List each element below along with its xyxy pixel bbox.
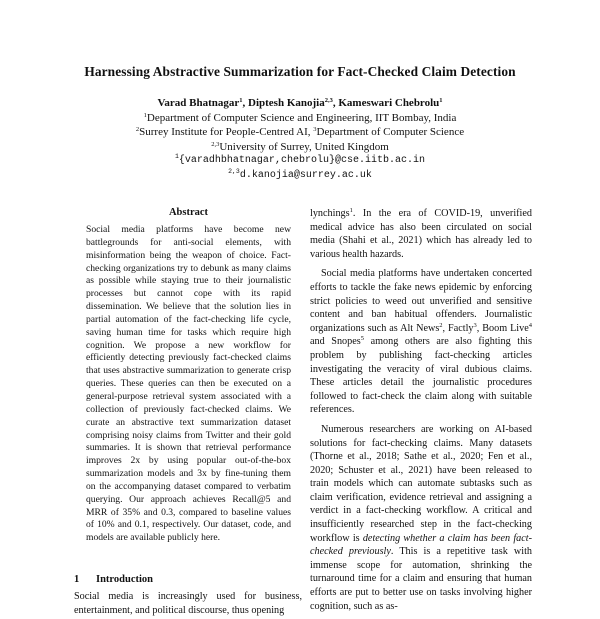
author-1: Varad Bhatnagar bbox=[157, 97, 240, 109]
right-column bbox=[310, 207, 532, 619]
paragraph-3: Numerous researchers are working on AI-based solutions for fact-checking claims. Many datasets (Thorne et al., 2018; Sathe et al., 2020; Fen et al., 2020; Schuster et al., 2021) have been released to train models which can automate subtasks such as claim verification, evidence retrieval and assigning a verdict in a fact-checking workflow. A critical and insufficiently researched step in the fact-checking workflow is detecting whether a claim has been fact-checked previously. This is a repetitive task with immense scope for automation, shrinking the turnaround time for a claim and ensuring that human efforts are put to better use on tasks involving higher cognition, such as as- bbox=[310, 423, 533, 612]
author-names: Varad Bhatnagar$^1$, Diptesh Kanojia$^{2,3}$, Kameswari Chebrolu$^1$ bbox=[157, 97, 443, 109]
section-heading-introduction bbox=[74, 574, 153, 585]
paragraph-1: lynchings$^1$. In the era of COVID-19, unverified medical advice has also been circulated on social media (Shahi et al., 2021) which has already led to various health hazards. bbox=[310, 207, 532, 260]
email-1: $^1${varadhbhatnagar,chebrolu}@cse.iitb.ac.in bbox=[175, 153, 425, 166]
author-block bbox=[0, 96, 600, 183]
introduction-body: Social media is increasingly used for business, entertainment, and political discourse, thus opening bbox=[74, 591, 302, 616]
author-3-sup: 1 bbox=[439, 97, 443, 104]
paper-title: Harnessing Abstractive Summarization for Fact-Checked Claim Detection bbox=[84, 64, 516, 79]
author-1-sup: 1 bbox=[239, 97, 243, 104]
affiliation-3: $^{2,3}$University of Surrey, United Kingdom bbox=[211, 140, 389, 153]
abstract-body: Social media platforms have become new battlegrounds for anti-social elements, with misinformation being the weapon of choice. Fact-checking organizations try to debunk as many claims as possible while staying true to their journalistic processes but cannot cope with its rapid dissemination. We believe that the solution lies in partial automation of the fact-checking life cycle, saving human time for tasks which require high cognition. We propose a new workflow for efficiently detecting previously fact-checked claims that uses abstractive summarization to generate crisp queries. These queries can then be executed on a general-purpose retrieval system associated with a collection of previously fact-checked claims. We curate an abstractive text summarization dataset comprising noisy claims from Twitter and their gold summaries. It is shown that retrieval performance improves 2x by using popular out-of-the-box summarization models and 3x by fine-tuning them on the accompanying dataset compared to verbatim querying. Our approach achieves Recall@5 and MRR of 35% and 0.3, compared to baseline values of 10% and 0.1, respectively. Our dataset, code, and models are available publicly here. bbox=[86, 224, 291, 544]
affiliation-1: $^1$Department of Computer Science and Engineering, IIT Bombay, India bbox=[143, 111, 457, 124]
affiliation-2: $^2$Surrey Institute for People-Centred AI, $^3$Department of Computer Science bbox=[135, 126, 465, 138]
abstract-heading: Abstract bbox=[168, 207, 209, 218]
author-2: Diptesh Kanojia bbox=[248, 97, 325, 109]
author-3: Kameswari Chebrolu bbox=[338, 97, 440, 109]
email-2: $^{2,3}$d.kanojia@surrey.ac.uk bbox=[228, 167, 372, 181]
author-2-sup: 2,3 bbox=[324, 97, 333, 104]
section-title: Introduction bbox=[96, 574, 153, 585]
paragraph-2: Social media platforms have undertaken concerted efforts to tackle the fake news epidemic by enforcing strict policies to weed out unverified and sensitive content and ban habitual offenders. Journalistic organizations such as Alt News$^2$, Factly$^3$, Boom Live$^4$ and Snopes$^5$ among others are also fighting this problem by publishing fact-checking articles investigating the veracity of viral dubious claims. These articles detail the journalistic procedures followed to fact-check the claim along with suitable references. bbox=[310, 268, 533, 416]
section-number: 1 bbox=[74, 574, 80, 585]
